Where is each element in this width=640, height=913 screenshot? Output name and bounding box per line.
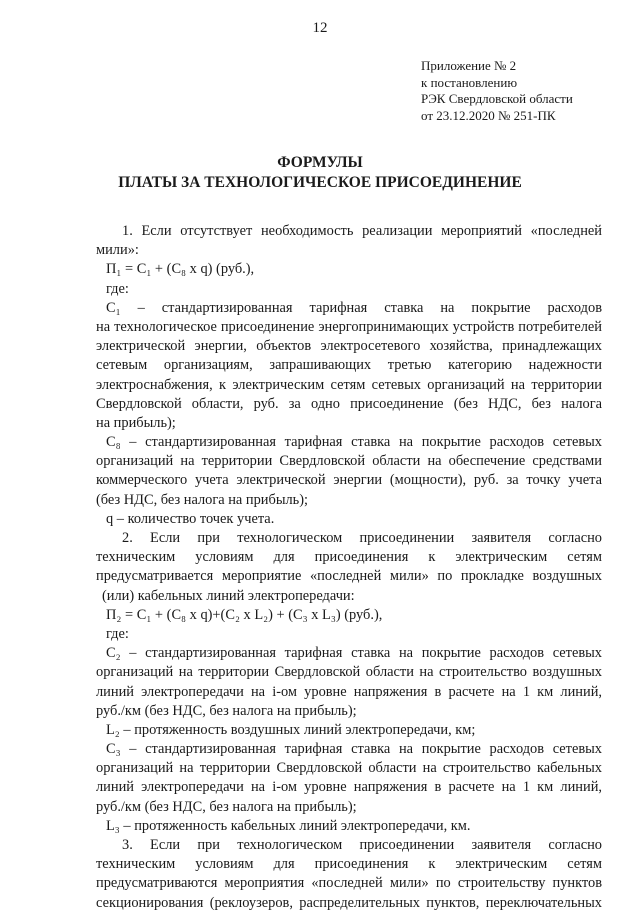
text-line: электрической энергии, объектов электросетевого хозяйства, принадлежащих xyxy=(96,338,602,355)
page-number: 12 xyxy=(312,20,328,36)
appendix-line: от 23.12.2020 № 251-ПК xyxy=(421,107,556,123)
text-line: 3. Если при технологическом присоединении заявителя согласно xyxy=(122,837,602,853)
title-line: ФОРМУЛЫ xyxy=(277,154,363,171)
text-line: С₂ – стандартизированная тарифная ставка на покрытие расходов сетевых xyxy=(106,645,602,662)
text-line: секционирования (реклоузеров, распределительных пунктов, переключательных xyxy=(96,894,602,911)
text-line: предусматриваются мероприятия «последней мили» по строительству пунктов xyxy=(96,875,602,892)
appendix-line: к постановлению xyxy=(421,74,518,90)
text-line: L₃ – протяженность кабельных линий электропередачи, км. xyxy=(106,817,471,834)
text-line: предусматривается мероприятие «последней мили» по прокладке воздушных xyxy=(96,568,602,585)
text-line: техническим условиям для присоединения к электрическим сетям xyxy=(96,856,602,873)
text-line: (или) кабельных линий электропередачи: xyxy=(102,587,355,604)
text-line: С₃ – стандартизированная тарифная ставка на покрытие расходов сетевых xyxy=(106,741,602,758)
text-line: сетевым организациям, запрашивающих третью категорию надежности xyxy=(96,357,602,374)
text-line: коммерческого учета электрической энергии (мощности), руб. за точку учета xyxy=(96,472,602,489)
appendix-line: РЭК Свердловской области xyxy=(421,91,573,106)
text-line: (без НДС, без налога на прибыль); xyxy=(96,491,309,508)
text-line: q – количество точек учета. xyxy=(106,510,275,527)
text-line: С₁ – стандартизированная тарифная ставка на покрытие расходов xyxy=(106,299,602,316)
text-line: организаций на территории Свердловской области на строительство воздушных xyxy=(96,664,602,681)
text-line: организаций на территории Свердловской области на обеспечение средствами xyxy=(96,453,602,470)
text-line: на прибыль); xyxy=(96,414,176,431)
document-title xyxy=(0,153,640,193)
text-line: организаций на территории Свердловской области на строительство кабельных xyxy=(96,760,602,777)
formula-line: П₂ = С₁ + (С₈ х q)+(С₂ х L₂) + (С₃ х L₃) (руб.), xyxy=(106,606,383,623)
text-line: L₂ – протяженность воздушных линий электропередачи, км; xyxy=(106,721,476,738)
text-line: линий электропередачи на i-ом уровне напряжения в расчете на 1 км линий, xyxy=(96,683,602,700)
text-line: 2. Если при технологическом присоединении заявителя согласно xyxy=(122,530,602,546)
text-line: С₈ – стандартизированная тарифная ставка на покрытие расходов сетевых xyxy=(106,434,602,451)
text-line: техническим условиям для присоединения к электрическим сетям xyxy=(96,549,602,566)
text-line: 1. Если отсутствует необходимость реализации мероприятий «последней xyxy=(122,223,602,239)
text-line: линий электропередачи на i-ом уровне напряжения в расчете на 1 км линий, xyxy=(96,779,602,796)
text-line: на технологическое присоединение энергопринимающих устройств потребителей xyxy=(96,318,602,335)
text-line: Свердловской области, руб. за одно присоединение (без НДС, без налога xyxy=(96,395,602,412)
appendix-line: Приложение № 2 xyxy=(421,58,517,73)
text-line: электроснабжения, к электрическим сетям сетевых организаций на территории xyxy=(96,376,602,393)
title-line: ПЛАТЫ ЗА ТЕХНОЛОГИЧЕСКОЕ ПРИСОЕДИНЕНИЕ xyxy=(118,174,522,191)
document-body xyxy=(96,222,602,913)
text-line: руб./км (без НДС, без налога на прибыль); xyxy=(96,798,357,815)
text-line: руб./км (без НДС, без налога на прибыль); xyxy=(96,702,357,719)
appendix-block xyxy=(421,58,573,124)
text-line: где: xyxy=(106,280,129,297)
text-line: мили»: xyxy=(96,242,139,259)
text-line: где: xyxy=(106,625,129,642)
formula-line: П₁ = С₁ + (С₈ х q) (руб.), xyxy=(106,261,255,278)
